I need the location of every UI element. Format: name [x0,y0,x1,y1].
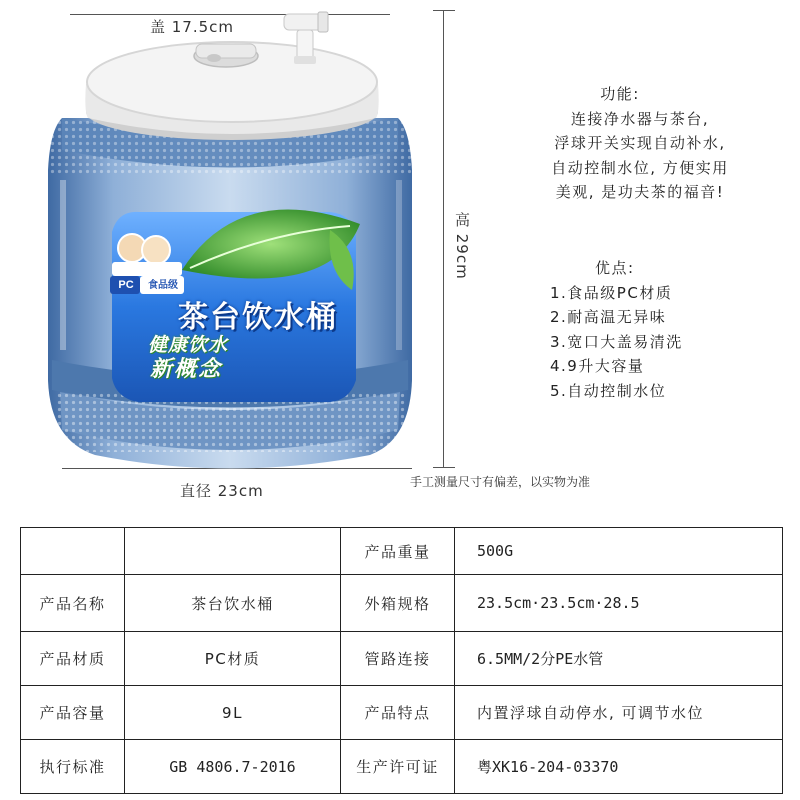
advantage-item: 3.宽口大盖易清洗 [550,332,683,351]
spec-label-material: 产品材质 [21,632,125,686]
table-row [21,528,783,575]
advantages-block [550,256,780,403]
table-cell [21,528,125,575]
spec-value-standard: GB 4806.7-2016 [125,740,341,794]
lid-dimension-label: 盖 17.5cm [150,18,235,36]
spec-value-capacity: 9L [125,686,341,740]
advantage-item: 2.耐高温无异味 [550,308,667,326]
table-row [21,575,783,632]
features-line: 美观, 是功夫茶的福音! [555,183,725,201]
spec-value-feature: 内置浮球自动停水, 可调节水位 [455,686,783,740]
table-row [21,686,783,740]
spec-value-license: 粤XK16-204-03370 [455,740,783,794]
advantage-item: 1.食品级PC材质 [550,283,673,302]
measurement-disclaimer: 手工测量尺寸有偏差，以实物为准 [410,475,591,489]
height-dimension-line [443,10,444,468]
features-line: 连接净水器与茶台, [570,109,710,128]
spec-label-name: 产品名称 [21,575,125,632]
features-block [505,82,775,205]
spec-value-weight: 500G [455,528,783,575]
spec-value-carton: 23.5cm·23.5cm·28.5 [455,575,783,632]
height-dimension-label: 高 29cm [453,212,471,280]
spec-label-pipe: 管路连接 [341,632,455,686]
water-bucket-illustration [0,0,440,470]
slogan-line-1: 健康饮水 [148,334,229,356]
spec-label-carton: 外箱规格 [341,575,455,632]
food-grade-badge: 食品级 [148,280,178,291]
spec-label-standard: 执行标准 [21,740,125,794]
features-line: 浮球开关实现自动补水, [554,134,726,152]
advantages-title: 优点: [595,259,635,277]
spec-label-weight: 产品重量 [341,528,455,575]
spec-label-feature: 产品特点 [341,686,455,740]
table-cell [125,528,341,575]
advantage-item: 4.9升大容量 [550,357,645,375]
diameter-dimension-label: 直径 23cm [180,482,264,500]
spec-value-name: 茶台饮水桶 [125,575,341,632]
spec-value-material: PC材质 [125,632,341,686]
bucket-product-name: 茶台饮水桶 [178,300,338,335]
spec-value-pipe: 6.5MM/2分PE水管 [455,632,783,686]
features-title: 功能: [600,85,640,103]
spec-label-capacity: 产品容量 [21,686,125,740]
features-line: 自动控制水位, 方便实用 [551,158,729,177]
slogan-line-2: 新概念 [150,357,223,382]
table-row [21,740,783,794]
pc-badge: PC [118,279,134,291]
spec-label-license: 生产许可证 [341,740,455,794]
advantage-item: 5.自动控制水位 [550,381,667,400]
spec-table [20,527,783,794]
table-row [21,632,783,686]
